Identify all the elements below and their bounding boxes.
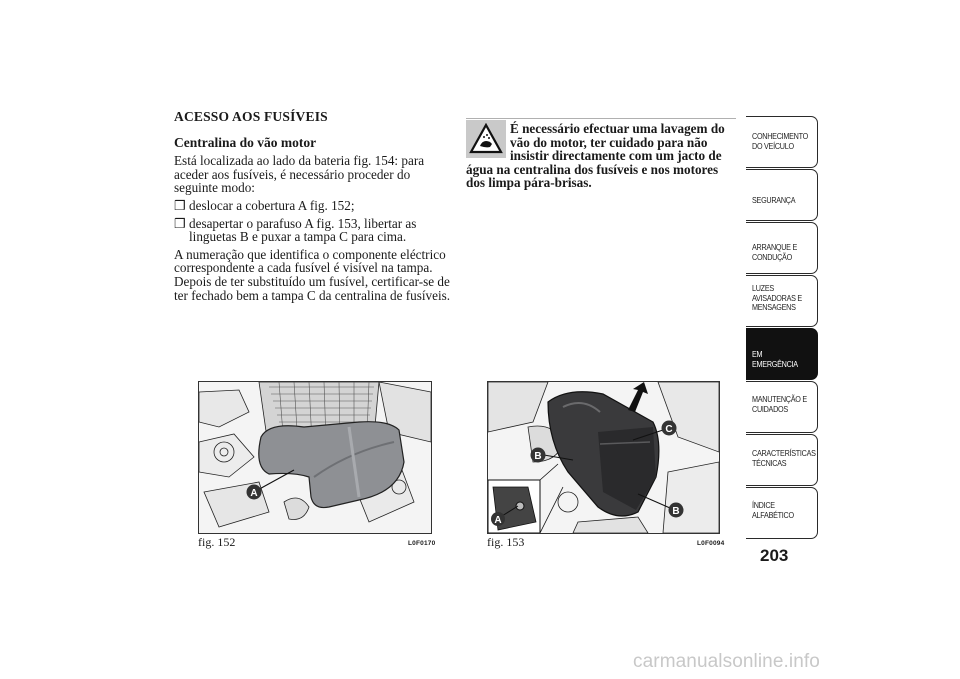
- callout-label: A: [494, 515, 502, 526]
- tab-arranque-e-conducao[interactable]: [746, 222, 818, 274]
- section-heading: ACESSO AOS FUSÍVEIS: [174, 109, 328, 124]
- tab-manutencao-e-cuidados[interactable]: [746, 381, 818, 433]
- figure-caption: fig. 153: [487, 535, 525, 549]
- tab-label: ÍNDICE ALFABÉTICO: [752, 501, 794, 520]
- step-item: [174, 217, 452, 244]
- warning-divider: [466, 118, 736, 119]
- tab-em-emergencia[interactable]: [746, 328, 818, 380]
- tab-conhecimento-do-veiculo[interactable]: [746, 116, 818, 168]
- callout-label: B: [534, 451, 542, 462]
- figure-153-image: [487, 381, 720, 534]
- figure-caption: fig. 152: [198, 535, 236, 549]
- tab-seguranca[interactable]: [746, 169, 818, 221]
- tab-label: EM EMERGÊNCIA: [752, 350, 798, 369]
- figure-code: L0F0094: [697, 540, 725, 547]
- tab-label: LUZES AVISADORAS E MENSAGENS: [752, 284, 802, 312]
- intro-paragraph: Está localizada ao lado da bateria fig. 154: para aceder aos fusíveis, é necessário proceder do seguinte modo:: [174, 153, 425, 196]
- tab-label: CONHECIMENTO DO VEÍCULO: [752, 132, 808, 151]
- warning-text-block: [466, 122, 734, 190]
- callout-label: B: [672, 506, 680, 517]
- warning-text: É necessário efectuar uma lavagem do vão do motor, ter cuidado para não insistir directamente com um jacto de água na centralina dos fusíveis e nos motores dos limpa pára-brisas.: [466, 121, 725, 191]
- callout-label: C: [665, 424, 673, 435]
- closing-paragraph: A numeração que identifica o componente eléctrico correspondente a cada fusível é visível na tampa. Depois de ter substituído um fusível, certificar-se de ter fechado bem a tampa C da centralina de fusíveis.: [174, 246, 451, 303]
- tab-indice-alfabetico[interactable]: [746, 487, 818, 539]
- main-text-column: [174, 110, 452, 306]
- tab-label: SEGURANÇA: [752, 196, 796, 205]
- watermark-text: carmanualsonline.info: [633, 651, 820, 672]
- page-number: 203: [760, 546, 789, 565]
- callout-label: A: [250, 488, 258, 499]
- step-text: desapertar o parafuso A fig. 153, libertar as linguetas B e puxar a tampa C para cima.: [189, 215, 417, 245]
- tab-label: ARRANQUE E CONDUÇÃO: [752, 243, 798, 262]
- chapter-tabs: [746, 116, 818, 540]
- section-subheading: Centralina do vão motor: [174, 134, 317, 150]
- figure-code: L0F0170: [408, 540, 436, 547]
- step-text: deslocar a cobertura A fig. 152;: [189, 197, 355, 213]
- figure-152-image: [198, 381, 432, 534]
- bullet-box-icon: ❒: [174, 197, 186, 213]
- tab-label: MANUTENÇÃO E CUIDADOS: [752, 395, 807, 414]
- tab-caracteristicas-tecnicas[interactable]: [746, 434, 818, 486]
- tab-label: CARACTERÍSTICAS TÉCNICAS: [752, 449, 816, 468]
- step-item: [174, 199, 452, 213]
- bullet-box-icon: ❒: [174, 215, 186, 231]
- tab-luzes-avisadoras[interactable]: [746, 275, 818, 327]
